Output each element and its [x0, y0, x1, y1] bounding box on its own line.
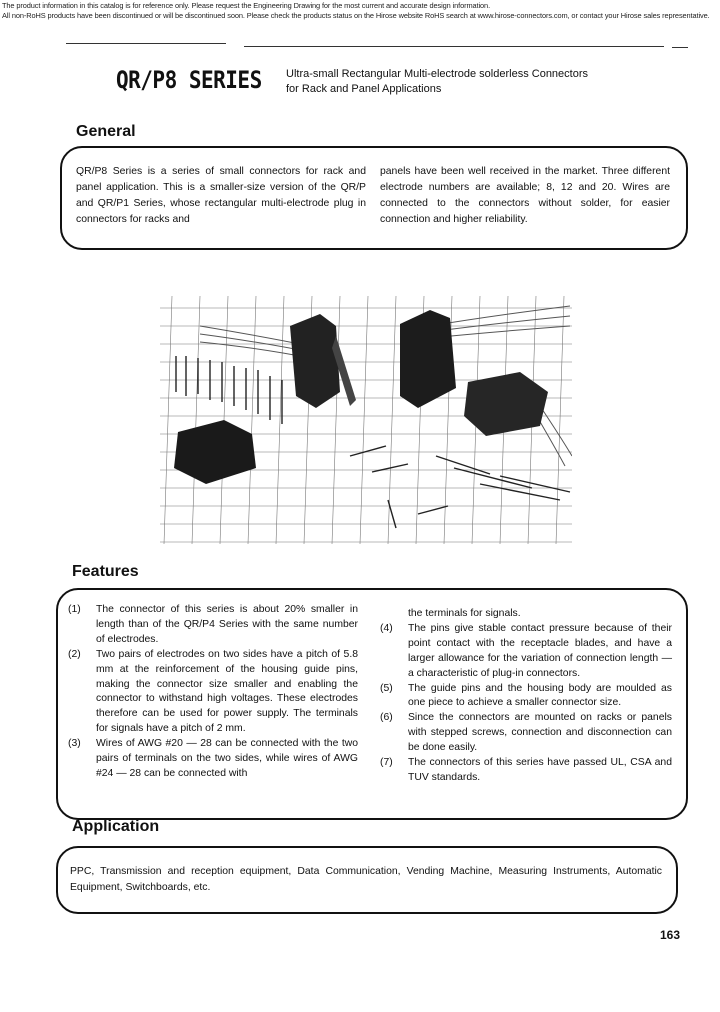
application-text: PPC, Transmission and reception equipment, Data Communication, Vending Machine, Measuring Instruments, Automatic Equipment, Switchboards, etc.	[70, 866, 662, 893]
connector-receptacle-large	[400, 310, 456, 408]
disclaimer-notice-line-1: The product information in this catalog is for reference only. Please request the Engineering Drawing for the most current and accurate design information.	[2, 1, 491, 10]
subtitle-line-2: for Rack and Panel Applications	[286, 83, 442, 95]
general-heading: General	[76, 123, 136, 140]
feature-item: (4) The pins give stable contact pressure because of their point contact with the receptacle blades, and have a larger allowance for the variation of connection length — a characteristic of plug-in connectors.	[380, 622, 672, 679]
series-title: QR/P8 SERIES	[116, 66, 262, 94]
product-photo	[160, 296, 572, 544]
features-right-column	[380, 607, 672, 786]
header-rule-tail	[672, 47, 688, 48]
feature-item: (2) Two pairs of electrodes on two sides have a pitch of 5.8 mm at the reinforcement of the housing guide pins, making the connector size smaller and enabling the connector to withstand high voltages. These electrodes therefore can be used for power supply. The terminals for signals have a pitch of 2 mm.	[68, 648, 358, 735]
feature-item: (5) The guide pins and the housing body are moulded as one piece to achieve a smaller connector size.	[380, 682, 672, 709]
feature-item: (7) The connectors of this series have passed UL, CSA and TUV standards.	[380, 757, 672, 783]
general-text-left: QR/P8 Series is a series of small connectors for rack and panel application. This is a smaller-size version of the QR/P and QR/P1 Series, whose rectangular multi-electrode plug in connectors for racks and	[76, 166, 366, 225]
subtitle-line-1: Ultra-small Rectangular Multi-electrode solderless Connectors	[286, 68, 589, 80]
features-left-column	[68, 603, 358, 782]
feature-continuation: the terminals for signals.	[408, 608, 521, 619]
general-text-right: panels have been well received in the market. Three different electrode numbers are available; 8, 12 and 20. Wires are connected to the connectors without solder, for easier connection and higher reliability.	[380, 166, 670, 225]
application-heading: Application	[72, 818, 160, 835]
connector-plug-flat	[174, 420, 256, 484]
feature-item: (6) Since the connectors are mounted on racks or panels with stepped screws, connection and disconnection can be done easily.	[380, 712, 672, 754]
header-rule-left	[66, 43, 226, 44]
feature-item: (3) Wires of AWG #20 — 28 can be connected with the two pairs of terminals on the two sides, while wires of AWG #24 — 28 can be connected with	[68, 738, 358, 779]
page-number: 163	[660, 928, 681, 942]
connector-plug-upright	[290, 314, 356, 408]
feature-item: (1) The connector of this series is about 20% smaller in length than of the QR/P4 Series with the same number of electrodes.	[68, 604, 358, 645]
disclaimer-notice-line-2: All non-RoHS products have been discontinued or will be discontinued soon. Please check the products status on the Hirose website RoHS search at www.hirose-connectors.com, or contact your Hirose sales representative.	[2, 11, 710, 20]
connector-receptacle-small	[464, 372, 548, 436]
header-rule-right	[244, 46, 664, 47]
features-heading: Features	[72, 563, 139, 580]
